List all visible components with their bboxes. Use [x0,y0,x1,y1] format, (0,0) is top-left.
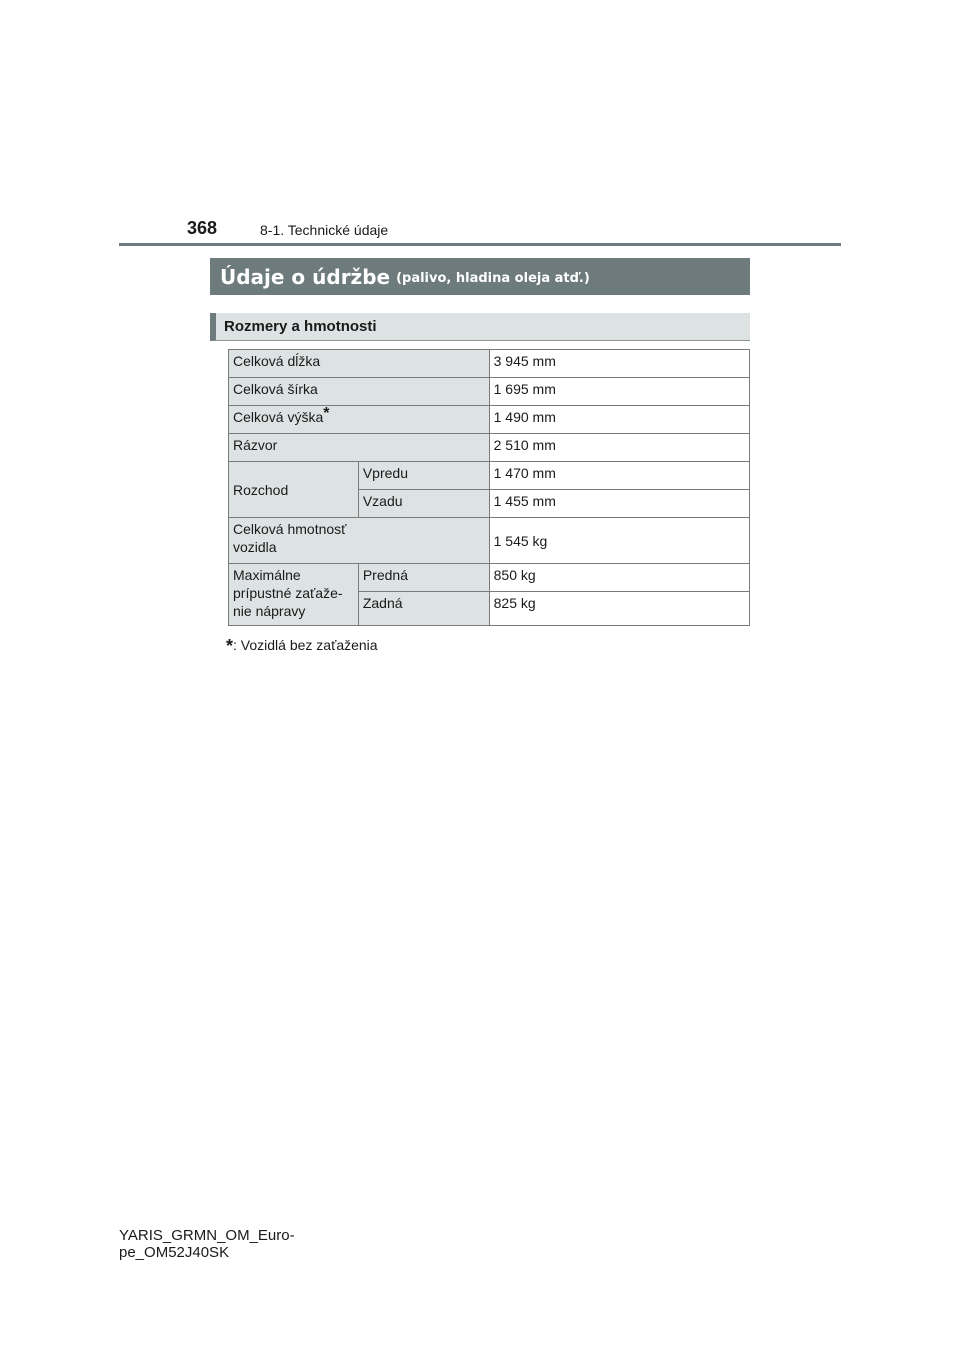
axle-load-label-line1: Maximálne [233,567,301,583]
document-code-line1: YARIS_GRMN_OM_Euro- [119,1227,295,1244]
subsection-title [210,313,750,341]
overall-width-value: 1 695 mm [489,378,749,406]
track-front-value: 1 470 mm [489,462,749,490]
axle-front-label: Predná [358,564,489,592]
footnote-mark: * [226,636,234,656]
axle-front-value: 850 kg [489,564,749,592]
track-label: Rozchod [229,462,359,518]
overall-height-label [229,406,490,434]
section-title-subtext: (palivo, hladina oleja atď.) [396,271,590,286]
footnote-text: : Vozidlá bez zaťaženia [233,637,378,653]
overall-length-value: 3 945 mm [489,350,749,378]
gross-weight-label-line2: vozidla [233,539,277,555]
section-title: Údaje o údržbe [220,264,391,289]
overall-height-label-text: Celková výška [233,409,324,425]
section-title-bar [210,258,750,295]
overall-length-label: Celková dĺžka [229,350,490,378]
footnote [226,634,378,655]
table-row [229,564,750,592]
axle-load-label [229,564,359,626]
dimensions-table [228,349,750,626]
table-row [229,378,750,406]
track-rear-label: Vzadu [358,490,489,518]
table-row [229,518,750,564]
wheelbase-label: Rázvor [229,434,490,462]
document-code [119,1227,349,1261]
axle-rear-value: 825 kg [489,592,749,626]
header-rule [119,243,841,246]
gross-weight-label [229,518,490,564]
document-code-line2: pe_OM52J40SK [119,1244,230,1261]
axle-load-label-line3: nie nápravy [233,603,306,619]
wheelbase-value: 2 510 mm [489,434,749,462]
table-row [229,434,750,462]
section-label: 8-1. Technické údaje [260,222,389,238]
track-front-label: Vpredu [358,462,489,490]
footnote-marker: * [323,405,330,423]
overall-width-label: Celková šírka [229,378,490,406]
axle-load-label-line2: prípustné zaťaže- [233,585,343,601]
overall-height-value: 1 490 mm [489,406,749,434]
track-rear-value: 1 455 mm [489,490,749,518]
gross-weight-label-line1: Celková hmotnosť [233,521,347,537]
page-number: 368 [187,218,218,238]
subsection-title-text: Rozmery a hmotnosti [224,318,377,335]
axle-rear-label: Zadná [358,592,489,626]
table-row [229,462,750,490]
table-row [229,350,750,378]
table-row [229,406,750,434]
gross-weight-value: 1 545 kg [489,518,749,564]
